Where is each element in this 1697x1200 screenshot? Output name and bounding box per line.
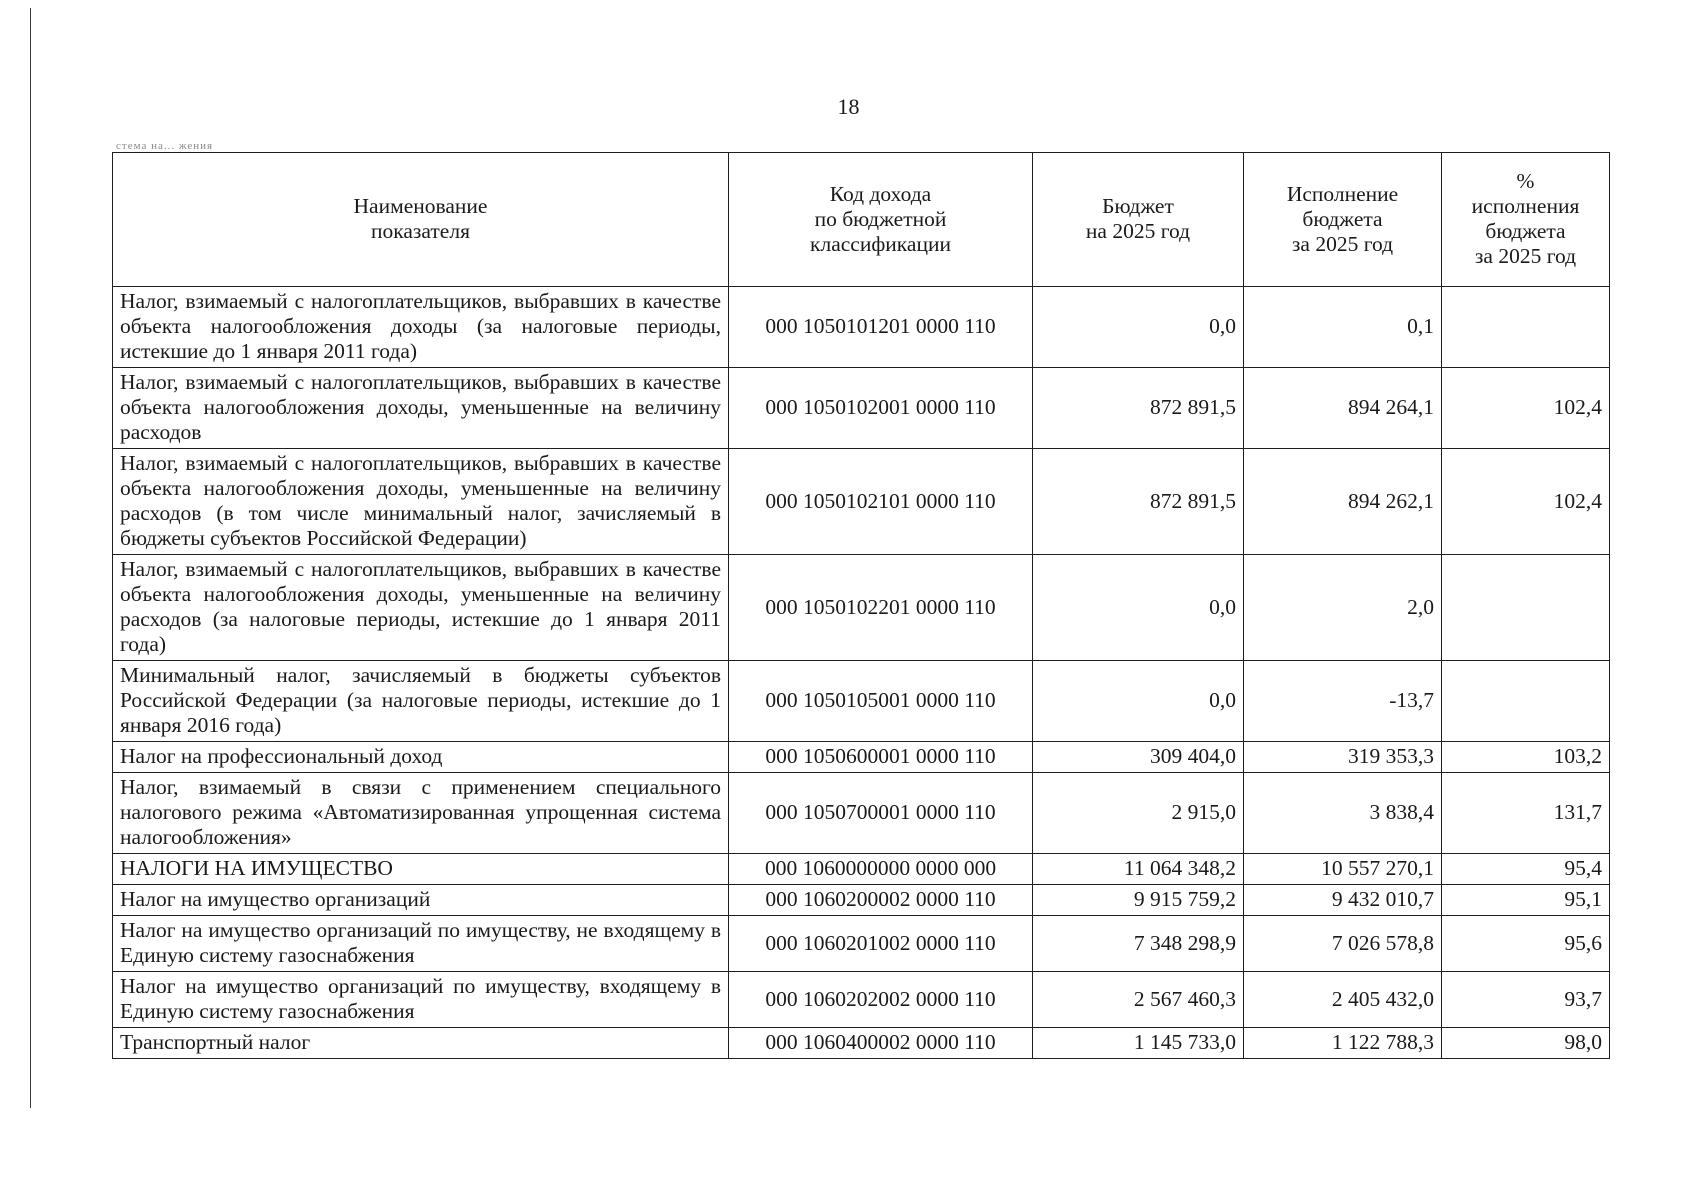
table-body [113,287,1610,1059]
cell-revenue-code: 000 1050101201 0000 110 [729,287,1033,368]
cell-indicator-name: Транспортный налог [113,1028,729,1059]
cell-percent [1442,661,1610,742]
cell-budget: 0,0 [1033,661,1244,742]
revenue-execution-table [112,152,1610,1059]
table-row [113,1028,1610,1059]
cell-indicator-name: Налог, взимаемый в связи с применением специального налогового режима «Автоматизированная упрощенная система налогообложения» [113,773,729,854]
cell-percent: 102,4 [1442,449,1610,555]
header-budget-2025: Бюджет на 2025 год [1033,153,1244,287]
cell-execution: -13,7 [1244,661,1442,742]
cell-revenue-code: 000 1060202002 0000 110 [729,972,1033,1028]
cell-execution: 2,0 [1244,555,1442,661]
cell-percent: 93,7 [1442,972,1610,1028]
cell-budget: 2 567 460,3 [1033,972,1244,1028]
binding-margin-line [30,8,31,1108]
table-row [113,742,1610,773]
cell-revenue-code: 000 1050600001 0000 110 [729,742,1033,773]
cell-budget: 9 915 759,2 [1033,885,1244,916]
table-row [113,368,1610,449]
cell-revenue-code: 000 1060200002 0000 110 [729,885,1033,916]
header-percent-execution: % исполнения бюджета за 2025 год [1442,153,1610,287]
cell-revenue-code: 000 1050105001 0000 110 [729,661,1033,742]
cell-percent: 95,1 [1442,885,1610,916]
cell-percent: 95,4 [1442,854,1610,885]
cell-budget: 872 891,5 [1033,449,1244,555]
table-row [113,555,1610,661]
header-indicator-name: Наименование показателя [113,153,729,287]
cell-execution: 3 838,4 [1244,773,1442,854]
table-row [113,287,1610,368]
table-row [113,773,1610,854]
cell-revenue-code: 000 1050102001 0000 110 [729,368,1033,449]
cell-revenue-code: 000 1060000000 0000 000 [729,854,1033,885]
cell-indicator-name: Налог на имущество организаций по имуществу, не входящему в Единую систему газоснабжения [113,916,729,972]
table-row [113,661,1610,742]
cell-indicator-name: Налог, взимаемый с налогоплательщиков, выбравших в качестве объекта налогообложения доходы, уменьшенные на величину расходов (за налоговые периоды, истекшие до 1 января 2011 года) [113,555,729,661]
cell-revenue-code: 000 1060201002 0000 110 [729,916,1033,972]
cell-percent: 103,2 [1442,742,1610,773]
cell-execution: 1 122 788,3 [1244,1028,1442,1059]
header-revenue-code: Код дохода по бюджетной классификации [729,153,1033,287]
cell-revenue-code: 000 1060400002 0000 110 [729,1028,1033,1059]
cell-execution: 0,1 [1244,287,1442,368]
cell-budget: 309 404,0 [1033,742,1244,773]
cell-indicator-name: Налог на имущество организаций [113,885,729,916]
cell-execution: 9 432 010,7 [1244,885,1442,916]
cell-percent [1442,555,1610,661]
cell-execution: 319 353,3 [1244,742,1442,773]
cell-execution: 2 405 432,0 [1244,972,1442,1028]
cell-budget: 11 064 348,2 [1033,854,1244,885]
cell-budget: 2 915,0 [1033,773,1244,854]
header-row [113,153,1610,287]
table-header [113,153,1610,287]
cell-budget: 1 145 733,0 [1033,1028,1244,1059]
table-row [113,854,1610,885]
header-execution-2025: Исполнение бюджета за 2025 год [1244,153,1442,287]
cell-percent: 98,0 [1442,1028,1610,1059]
cell-budget: 7 348 298,9 [1033,916,1244,972]
cell-budget: 0,0 [1033,555,1244,661]
cell-indicator-name: Налог, взимаемый с налогоплательщиков, выбравших в качестве объекта налогообложения доходы, уменьшенные на величину расходов (в том числе минимальный налог, зачисляемый в бюджеты субъектов Российской Федерации) [113,449,729,555]
cell-budget: 872 891,5 [1033,368,1244,449]
cell-budget: 0,0 [1033,287,1244,368]
cell-revenue-code: 000 1050102201 0000 110 [729,555,1033,661]
scan-remnant-text: стема на... жения [116,140,214,152]
cell-indicator-name: Минимальный налог, зачисляемый в бюджеты субъектов Российской Федерации (за налоговые периоды, истекшие до 1 января 2016 года) [113,661,729,742]
cell-indicator-name: НАЛОГИ НА ИМУЩЕСТВО [113,854,729,885]
cell-percent [1442,287,1610,368]
cell-indicator-name: Налог на имущество организаций по имуществу, входящему в Единую систему газоснабжения [113,972,729,1028]
table-row [113,885,1610,916]
table-row [113,972,1610,1028]
table-row [113,916,1610,972]
cell-execution: 7 026 578,8 [1244,916,1442,972]
cell-execution: 10 557 270,1 [1244,854,1442,885]
cell-revenue-code: 000 1050102101 0000 110 [729,449,1033,555]
cell-percent: 95,6 [1442,916,1610,972]
cell-percent: 102,4 [1442,368,1610,449]
cell-execution: 894 264,1 [1244,368,1442,449]
cell-percent: 131,7 [1442,773,1610,854]
cell-execution: 894 262,1 [1244,449,1442,555]
table-row [113,449,1610,555]
page-number: 18 [837,94,860,119]
cell-indicator-name: Налог, взимаемый с налогоплательщиков, выбравших в качестве объекта налогообложения доходы (за налоговые периоды, истекшие до 1 января 2011 года) [113,287,729,368]
cell-indicator-name: Налог на профессиональный доход [113,742,729,773]
cell-revenue-code: 000 1050700001 0000 110 [729,773,1033,854]
cell-indicator-name: Налог, взимаемый с налогоплательщиков, выбравших в качестве объекта налогообложения доходы, уменьшенные на величину расходов [113,368,729,449]
